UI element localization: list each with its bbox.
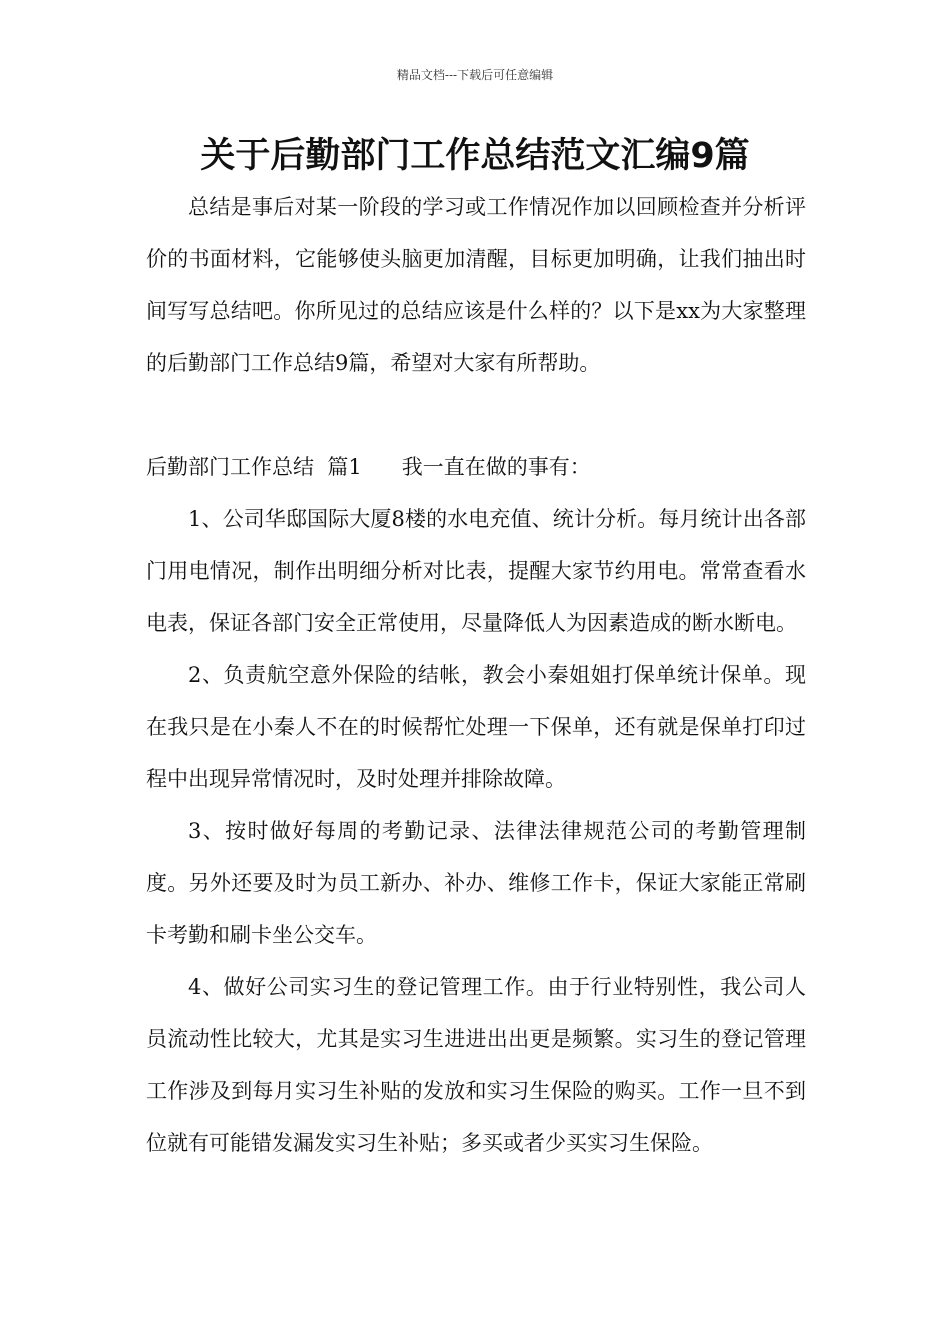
list-item: 1、公司华邸国际大厦8楼的水电充值、统计分析。每月统计出各部门用电情况，制作出明细分析对比表，提醒大家节约用电。常常查看水电表，保证各部门安全正常使用，尽量降低人为因素造成的断水断电。 (146, 507, 806, 635)
document-title: 关于后勤部门工作总结范文汇编9篇 (200, 136, 750, 176)
list-item: 4、做好公司实习生的登记管理工作。由于行业特别性，我公司人员流动性比较大，尤其是实习生进进出出更是频繁。实习生的登记管理工作涉及到每月实习生补贴的发放和实习生保险的购买。工作一旦不到位就有可能错发漏发实习生补贴；多买或者少买实习生保险。 (146, 975, 806, 1155)
paragraph-spacer (146, 389, 806, 441)
intro-paragraph: 总结是事后对某一阶段的学习或工作情况作加以回顾检查并分析评价的书面材料，它能够使头脑更加清醒，目标更加明确，让我们抽出时间写写总结吧。你所见过的总结应该是什么样的？以下是xx为大家整理的后勤部门工作总结9篇，希望对大家有所帮助。 (146, 195, 806, 375)
list-item: 2、负责航空意外保险的结帐，教会小秦姐姐打保单统计保单。现在我只是在小秦人不在的时候帮忙处理一下保单，还有就是保单打印过程中出现异常情况时，及时处理并排除故障。 (146, 663, 806, 791)
list-item: 3、按时做好每周的考勤记录、法律法律规范公司的考勤管理制度。另外还要及时为员工新办、补办、维修工作卡，保证大家能正常刷卡考勤和刷卡坐公交车。 (146, 819, 806, 947)
section-heading: 后勤部门工作总结 篇1 (146, 455, 362, 479)
section-lead: 我一直在做的事有： (401, 455, 591, 479)
section-heading-line (146, 441, 806, 493)
page-header-note: 精品文档---下载后可任意编辑 (396, 68, 554, 82)
document-body (146, 181, 806, 1169)
